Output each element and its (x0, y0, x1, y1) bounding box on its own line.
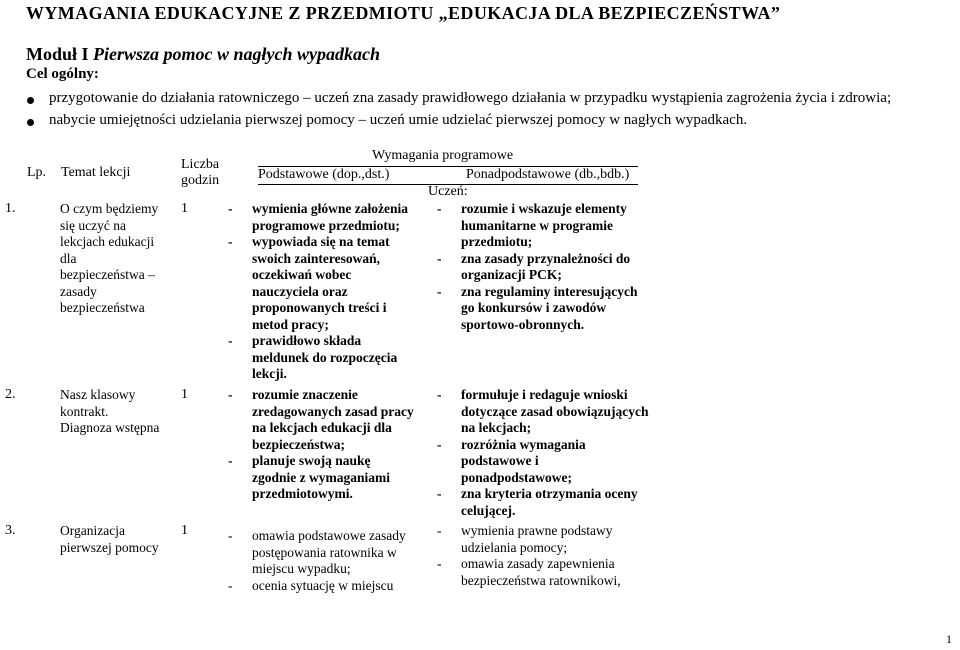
requirement-line: wymienia prawne podstawy (461, 523, 613, 538)
basic-requirements-cell (228, 201, 433, 383)
dash-marker: - (228, 387, 233, 402)
requirement-line: zna regulaminy interesujących (461, 283, 638, 299)
requirement-item (228, 201, 433, 234)
requirement-line: meldunek do rozpoczęcia (252, 349, 398, 365)
requirement-line: zredagowanych zasad pracy (252, 403, 414, 419)
requirement-item (437, 556, 677, 589)
requirement-item (228, 578, 433, 595)
bullet-icon (27, 97, 34, 104)
dash-marker: - (437, 201, 442, 216)
topic-line: O czym będziemy (60, 201, 159, 216)
topic-line: bezpieczeństwa (60, 300, 145, 315)
requirement-line: miejscu wypadku; (252, 561, 351, 576)
module-prefix: Moduł I (26, 44, 94, 64)
row-number: 1. (5, 201, 16, 216)
requirement-item (228, 333, 433, 383)
student-label: Uczeń: (428, 184, 468, 199)
topic-cell (60, 523, 175, 556)
document-title: WYMAGANIA EDUKACYJNE Z PRZEDMIOTU „EDUKACJA DLA BEZPIECZEŃSTWA” (26, 3, 781, 23)
requirement-line: postępowania ratownika w (252, 544, 397, 560)
goal-text: przygotowanie do działania ratowniczego – uczeń zna zasady prawidłowego działania w przypadku wystąpienia zagrożenia życia i zdrowia; (49, 90, 892, 106)
dash-marker: - (437, 556, 442, 571)
requirement-line: proponowanych treści i (252, 300, 387, 315)
topic-line: bezpieczeństwa – (60, 267, 155, 282)
requirement-line: prawidłowo składa (252, 333, 362, 348)
requirement-line: wypowiada się na temat (252, 234, 390, 249)
basic-header: Podstawowe (dop.,dst.) (258, 167, 390, 182)
topic-line: dla (60, 250, 77, 266)
requirement-line: udzielania pomocy; (461, 539, 568, 555)
hours-cell: 1 (181, 201, 188, 216)
page-number: 1 (946, 632, 952, 646)
requirement-item (437, 523, 677, 556)
requirement-line: humanitarne w programie (461, 217, 613, 233)
topic-cell (60, 201, 175, 317)
hours-header-line2: godzin (181, 173, 220, 188)
requirement-line: sportowo-obronnych. (461, 316, 585, 332)
requirement-line: bezpieczeństwa ratownikowi, (461, 572, 621, 588)
bullet-icon (27, 119, 34, 126)
requirement-line: celującej. (461, 502, 516, 518)
requirement-item (437, 251, 677, 284)
requirement-line: swoich zainteresowań, (252, 250, 380, 266)
requirement-item (228, 528, 433, 578)
requirement-line: lekcji. (252, 366, 287, 381)
requirement-line: omawia zasady zapewnienia (461, 556, 615, 571)
requirement-line: przedmiotowymi. (252, 486, 353, 501)
advanced-requirements-cell (437, 523, 677, 589)
module-heading (26, 44, 380, 65)
requirement-item (228, 453, 433, 503)
requirement-line: ponadpodstawowe; (461, 469, 573, 485)
dash-marker: - (437, 436, 442, 452)
topic-line: się uczyć na (60, 217, 126, 233)
requirement-line: formułuje i redaguje wnioski (461, 387, 628, 402)
topic-line: Diagnoza wstępna (60, 420, 160, 435)
requirement-line: metod pracy; (252, 316, 329, 332)
lp-header: Lp. (27, 165, 47, 180)
topic-line: lekcjach edukacji (60, 234, 155, 249)
hours-cell: 1 (181, 523, 188, 538)
basic-requirements-cell (228, 528, 433, 594)
goal-label: Cel ogólny: (26, 66, 99, 82)
requirement-line: zgodnie z wymaganiami (252, 469, 390, 485)
dash-marker: - (437, 486, 442, 501)
requirement-line: go konkursów i zawodów (461, 300, 607, 315)
requirement-item (437, 201, 677, 251)
requirement-line: nauczyciela oraz (252, 283, 348, 299)
dash-marker: - (437, 523, 442, 538)
requirement-item (437, 284, 677, 334)
basic-requirements-cell (228, 387, 433, 503)
row-number: 2. (5, 387, 16, 402)
goal-text: nabycie umiejętności udzielania pierwszej pomocy – uczeń umie udzielać pierwszej pomocy w nagłych wypadkach. (49, 112, 748, 128)
requirement-line: planuje swoją naukę (252, 453, 371, 468)
requirement-line: omawia podstawowe zasady (252, 528, 406, 543)
requirement-line: zna zasady przynależności do (461, 250, 631, 266)
module-name: Pierwsza pomoc w nagłych wypadkach (93, 44, 381, 64)
topic-line: Organizacja (60, 523, 125, 538)
dash-marker: - (437, 250, 442, 266)
requirement-item (228, 234, 433, 333)
topic-line: pierwszej pomocy (60, 539, 159, 555)
dash-marker: - (437, 283, 442, 299)
hours-header (181, 157, 219, 189)
requirement-item (437, 437, 677, 487)
requirement-line: podstawowe i (461, 453, 539, 468)
requirement-line: oczekiwań wobec (252, 267, 352, 282)
requirement-line: na lekcjach edukacji dla (252, 420, 392, 435)
advanced-header: Ponadpodstawowe (db.,bdb.) (466, 167, 630, 182)
requirement-line: rozróżnia wymagania (461, 436, 586, 452)
requirement-line: rozumie znaczenie (252, 387, 358, 402)
topic-line: kontrakt. (60, 403, 109, 419)
topic-line: zasady (60, 283, 97, 299)
requirement-line: zna kryteria otrzymania oceny (461, 486, 638, 501)
requirement-item (437, 486, 677, 519)
topic-line: Nasz klasowy (60, 387, 136, 402)
requirement-line: ocenia sytuację w miejscu (252, 577, 394, 593)
dash-marker: - (228, 234, 233, 249)
requirement-line: organizacji PCK; (461, 267, 562, 282)
requirement-item (228, 387, 433, 453)
dash-marker: - (228, 201, 233, 216)
dash-marker: - (228, 333, 233, 348)
topic-cell (60, 387, 175, 437)
dash-marker: - (228, 453, 233, 468)
requirement-line: programowe przedmiotu; (252, 217, 400, 233)
requirement-line: na lekcjach; (461, 420, 532, 435)
dash-marker: - (228, 577, 233, 593)
requirement-line: dotyczące zasad obowiązujących (461, 403, 649, 419)
requirement-line: rozumie i wskazuje elementy (461, 201, 627, 216)
requirements-header: Wymagania programowe (372, 148, 514, 163)
dash-marker: - (228, 528, 233, 543)
requirement-item (437, 387, 677, 437)
topic-header: Temat lekcji (61, 165, 131, 180)
requirement-line: bezpieczeństwa; (252, 436, 345, 452)
dash-marker: - (437, 387, 442, 402)
requirement-line: wymienia główne założenia (252, 201, 408, 216)
row-number: 3. (5, 523, 16, 538)
advanced-requirements-cell (437, 387, 677, 519)
advanced-requirements-cell (437, 201, 677, 333)
requirement-line: przedmiotu; (461, 234, 533, 249)
hours-header-line1: Liczba (181, 157, 220, 172)
hours-cell: 1 (181, 387, 188, 402)
